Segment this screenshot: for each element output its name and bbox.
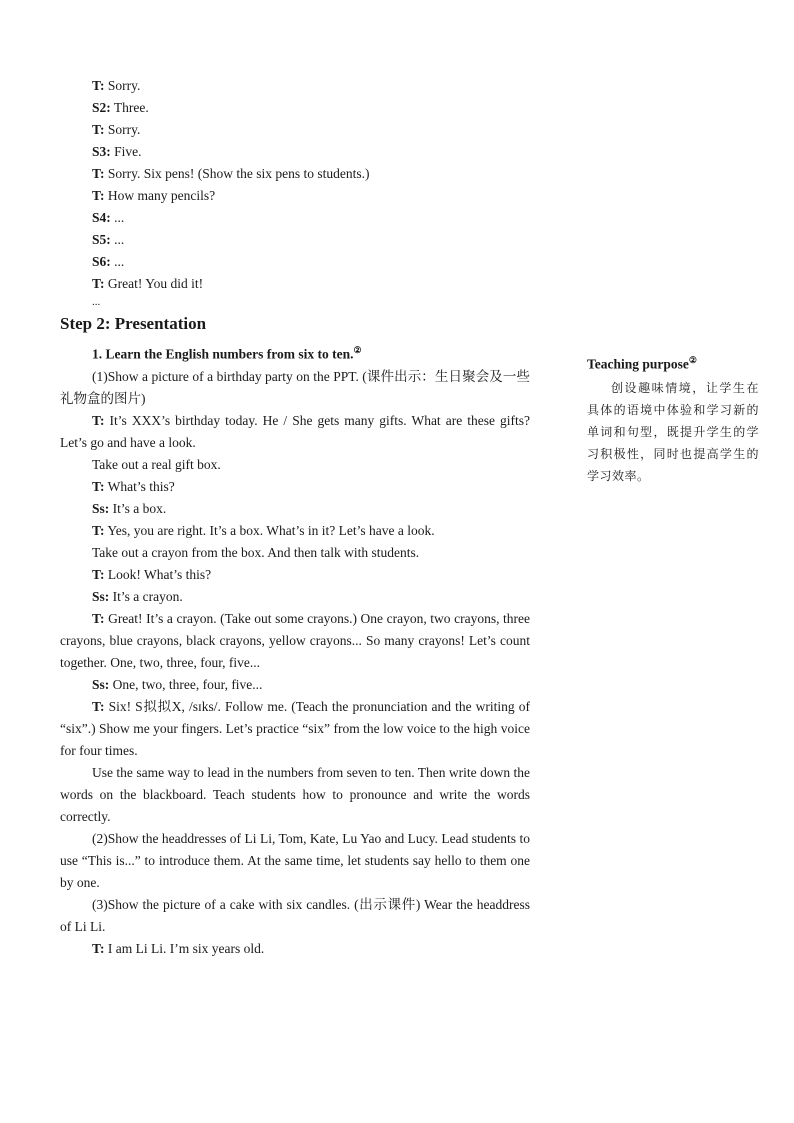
speaker-label: T: [92,276,105,291]
speaker-label: S5: [92,232,111,247]
dialogue-text: How many pencils? [104,188,216,203]
dialogue-text: I am Li Li. I’m six years old. [104,940,265,956]
speaker-label: T: [92,478,105,494]
step-heading: Step 2: Presentation [60,314,207,333]
dialogue-text: What’s this? [104,478,175,494]
dialogue-text: Five. [110,144,142,159]
dialogue-line [60,674,530,696]
dialogue-line [60,141,530,163]
speaker-label: T: [92,610,105,626]
dialogue-line [60,163,530,185]
dialogue-line [60,75,530,97]
dialogue-text: ... [110,232,125,247]
speaker-label: T: [92,412,105,428]
speaker-label: T: [92,166,105,181]
dialogue-text: It’s XXX’s birthday today. He / She gets many gifts. What are these gifts? Let’s go and have a look. [60,412,530,450]
dialogue-text: Three. [110,100,149,115]
dialogue-text: Look! What’s this? [104,566,212,582]
speaker-label: S3: [92,144,111,159]
dialogue-text: Yes, you are right. It’s a box. What’s in it? Let’s have a look. [104,522,435,538]
note-text: 创设趣味情境，让学生在具体的语境中体验和学习新的单词和句型，既提升学生的学习积极性，同时也提高学生的学习效率。 [587,380,759,483]
dialogue-text: Great! You did it! [104,276,204,291]
dialogue-text: ... [110,254,125,269]
subheading-text: 1. Learn the English numbers from six to ten. [92,346,354,362]
continuation-ellipsis: ... [92,296,101,308]
speaker-label: T: [92,122,105,137]
dialogue-line [60,608,530,674]
dialogue-line [60,586,530,608]
dialogue-text: It’s a box. [109,500,167,516]
dialogue-line [60,564,530,586]
dialogue-line [60,410,530,454]
speaker-label: T: [92,78,105,93]
speaker-label: Ss: [92,588,110,604]
note-title [587,348,759,377]
lesson-content [60,75,530,960]
note-title-text: Teaching purpose [587,356,689,372]
dialogue-line [60,119,530,141]
dialogue-text: One, two, three, four, five... [109,676,263,692]
instruction-paragraph: (3)Show the picture of a cake with six candles. (出示课件) Wear the headdress of Li Li. [60,896,530,934]
dialogue-text: Sorry. Six pens! (Show the six pens to students.) [104,166,370,181]
instruction-paragraph: (1)Show a picture of a birthday party on the PPT. (课件出示：生日聚会及一些礼物盒的图片) [60,368,530,406]
dialogue-text: ... [110,210,125,225]
instruction-paragraph: Take out a crayon from the box. And then talk with students. [92,544,420,560]
instruction-paragraph: Take out a real gift box. [92,456,221,472]
speaker-label: T: [92,188,105,203]
dialogue-line [60,273,530,295]
instruction-paragraph: (2)Show the headdresses of Li Li, Tom, Kate, Lu Yao and Lucy. Lead students to use “This is...” to introduce them. At the same time, let students say hello to them one by one. [60,830,530,890]
dialogue-line [60,476,530,498]
dialogue-text: Great! It’s a crayon. (Take out some crayons.) One crayon, two crayons, three crayons, blue crayons, black crayons, yellow crayons... So many crayons! Let’s count together. One, two, three, four, five... [60,610,530,670]
dialogue-text: Sorry. [104,122,141,137]
dialogue-line [60,498,530,520]
instruction-paragraph: Use the same way to lead in the numbers from seven to ten. Then write down the words on the blackboard. Teach students how to pronounce and write the words correctly. [60,764,530,824]
speaker-label: T: [92,566,105,582]
dialogue-text: Six! S拟拟X, /sɪks/. Follow me. (Teach the pronunciation and the writing of “six”.) Show me your fingers. Let’s practice “six” from the low voice to the high voice for four times. [60,698,530,758]
dialogue-text: Sorry. [104,78,141,93]
speaker-label: T: [92,940,105,956]
dialogue-line [60,207,530,229]
speaker-label: Ss: [92,676,110,692]
speaker-label: T: [92,522,105,538]
speaker-label: S6: [92,254,111,269]
note-marker: ② [688,355,697,365]
dialogue-line [60,229,530,251]
dialogue-line [60,696,530,762]
teaching-purpose-note [587,348,759,487]
dialogue-line [60,97,530,119]
speaker-label: T: [92,698,105,714]
speaker-label: Ss: [92,500,110,516]
speaker-label: S2: [92,100,111,115]
dialogue-line [60,520,530,542]
dialogue-line [60,251,530,273]
dialogue-line [60,185,530,207]
speaker-label: S4: [92,210,111,225]
note-marker: ② [353,345,362,355]
dialogue-line [60,938,530,960]
subheading [60,339,530,366]
dialogue-text: It’s a crayon. [109,588,183,604]
